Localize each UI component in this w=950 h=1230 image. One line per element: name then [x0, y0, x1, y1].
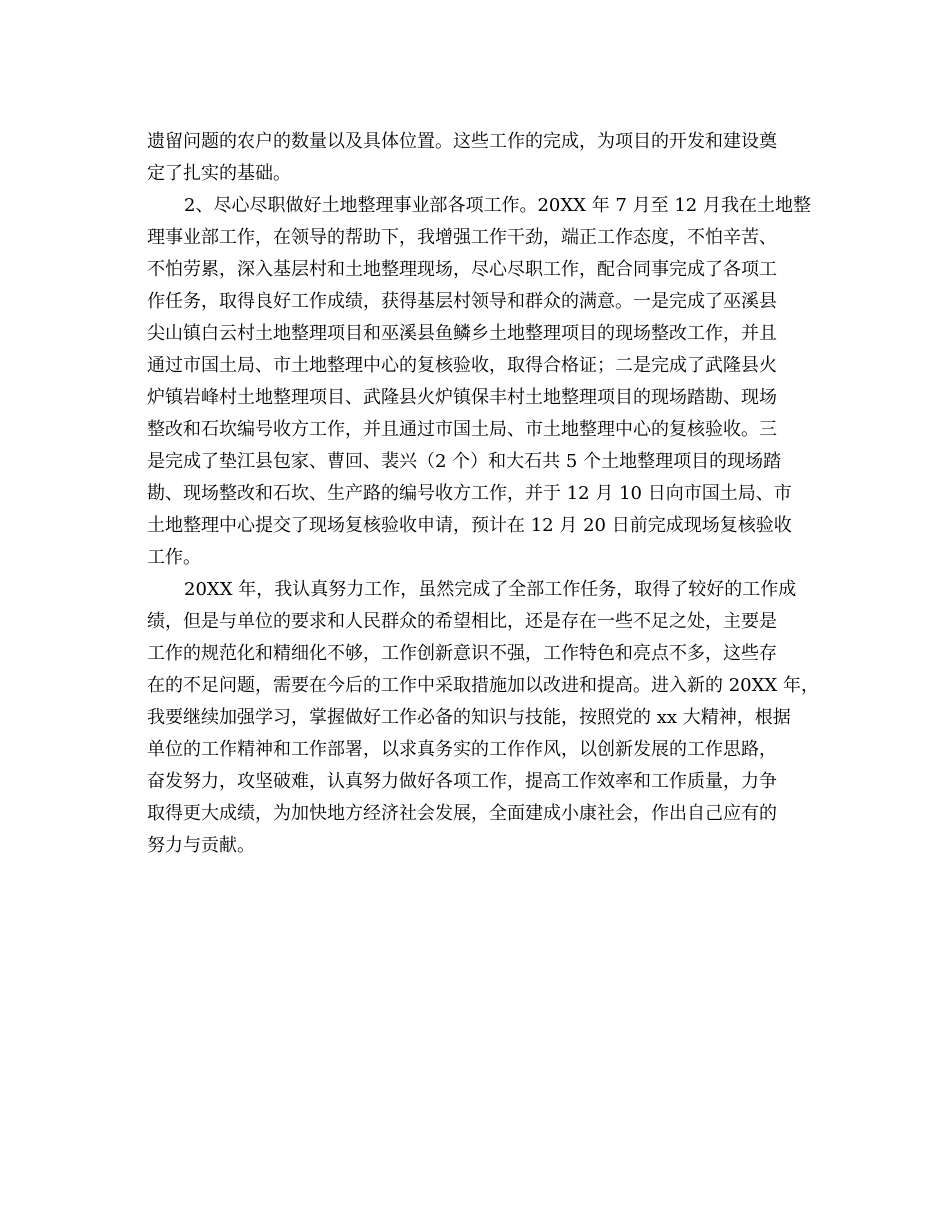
text-line: 通过市国土局、市土地整理中心的复核验收，取得合格证；二是完成了武隆县火 [147, 355, 777, 376]
text-line: 炉镇岩峰村土地整理项目、武隆县火炉镇保丰村土地整理项目的现场踏勘、现场 [147, 387, 777, 408]
text-line: 勘、现场整改和石坎、生产路的编号收方工作，并于 12 月 10 日向市国土局、市 [147, 483, 792, 504]
paragraph-first-line: 20XX 年，我认真努力工作，虽然完成了全部工作任务，取得了较好的工作成 [184, 579, 797, 600]
document-body [147, 126, 819, 862]
text-line: 尖山镇白云村土地整理项目和巫溪县鱼鳞乡土地整理项目的现场整改工作，并且 [147, 323, 777, 344]
text-line: 定了扎实的基础。 [147, 163, 291, 184]
text-line: 取得更大成绩，为加快地方经济社会发展，全面建成小康社会，作出自己应有的 [147, 803, 777, 824]
text-line: 在的不足问题，需要在今后的工作中采取措施加以改进和提高。进入新的 20XX 年， [147, 675, 819, 696]
text-line: 工作。 [147, 547, 201, 568]
text-line: 单位的工作精神和工作部署，以求真务实的工作作风，以创新发展的工作思路， [147, 739, 777, 760]
text-line: 努力与贡献。 [147, 835, 255, 856]
paragraph-first-line: 2、尽心尽职做好土地整理事业部各项工作。20XX 年 7 月至 12 月我在土地整 [184, 195, 811, 216]
text-line: 绩，但是与单位的要求和人民群众的希望相比，还是存在一些不足之处，主要是 [147, 611, 777, 632]
text-line: 土地整理中心提交了现场复核验收申请，预计在 12 月 20 日前完成现场复核验收 [147, 515, 792, 536]
text-line: 奋发努力，攻坚破难，认真努力做好各项工作，提高工作效率和工作质量，力争 [147, 771, 777, 792]
text-line: 理事业部工作，在领导的帮助下，我增强工作干劲，端正工作态度，不怕辛苦、 [147, 227, 777, 248]
text-line: 工作的规范化和精细化不够，工作创新意识不强，工作特色和亮点不多，这些存 [147, 643, 777, 664]
text-line: 作任务，取得良好工作成绩，获得基层村领导和群众的满意。一是完成了巫溪县 [147, 291, 777, 312]
text-line: 我要继续加强学习，掌握做好工作必备的知识与技能，按照党的 xx 大精神，根据 [147, 707, 791, 728]
text-line: 是完成了垫江县包家、曹回、裴兴（2 个）和大石共 5 个土地整理项目的现场踏 [147, 451, 782, 472]
text-line: 不怕劳累，深入基层村和土地整理现场，尽心尽职工作，配合同事完成了各项工 [147, 259, 777, 280]
text-line: 遗留问题的农户的数量以及具体位置。这些工作的完成，为项目的开发和建设奠 [147, 131, 777, 152]
text-line: 整改和石坎编号收方工作，并且通过市国土局、市土地整理中心的复核验收。三 [147, 419, 777, 440]
